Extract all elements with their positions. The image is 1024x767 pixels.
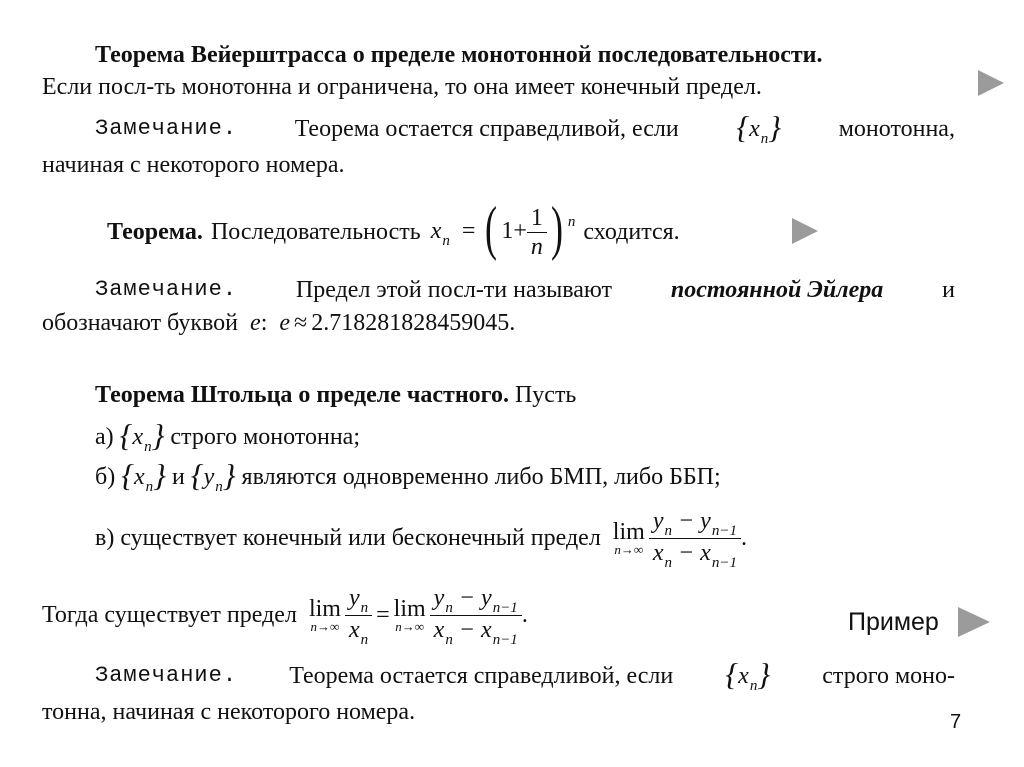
theorem3-conclusion: Тогда существует предел lim n→∞ $\frac{y_n}{x_n}$ = lim n→∞ $\frac{y_n - y_{n-1}}{x_n - x_{n-1}}$ .: [42, 584, 528, 648]
remark1-text-b: монотонна,: [838, 115, 955, 142]
theorem2-label: Теорема.: [107, 219, 203, 245]
theorem3-item-b: б) $\{x_n\}$ и $\{y_n\}$ являются одновременно либо БМП, либо ББП;: [95, 457, 721, 495]
remark2-label: Замечание.: [95, 277, 238, 302]
theorem2-formula: $x_n$ = ( 1+ $\frac{1}{n}$ ) $^n$: [430, 195, 576, 261]
theorem2-arrow-icon[interactable]: [792, 218, 818, 244]
remark3-seq: $\{x_n\}$: [725, 656, 771, 694]
remark3-text-c: тонна, начиная с некоторого номера.: [42, 699, 416, 725]
remark2-text-b: и: [942, 277, 955, 303]
theorem2-text-b: сходится.: [583, 219, 680, 245]
remark2-text-a: Предел этой посл-ти называют: [295, 277, 613, 303]
theorem2-line: [107, 192, 680, 272]
remark3-text-b: строго моно-: [822, 662, 955, 689]
remark1-text-c: начиная с некоторого номера.: [42, 152, 345, 178]
remark2-emph: постоянной Эйлера: [670, 277, 884, 303]
theorem3-item-a: а) $\{x_n\}$ строго монотонна;: [95, 417, 360, 455]
theorem1-text: Если посл-ть монотонна и ограничена, то она имеет конечный предел.: [42, 74, 762, 100]
remark2-line2: обозначают буквой e: e ≈ 2.718281828459045.: [42, 310, 516, 336]
next-arrow-icon[interactable]: [978, 70, 1004, 96]
remark1-line1: [95, 110, 955, 147]
remark1-seq: $\{x_n\}$: [736, 109, 782, 147]
example-arrow-icon[interactable]: [958, 607, 990, 637]
remark3-line1: [95, 657, 955, 694]
euler-constant-value: 2.718281828459045: [311, 310, 510, 336]
remark1-label: Замечание.: [95, 115, 238, 141]
remark2-text-c: обозначают буквой: [42, 310, 239, 336]
remark3-label: Замечание.: [95, 662, 238, 688]
theorem3-title: Теорема Штольца о пределе частного.: [95, 382, 509, 408]
theorem1-title: Теорема Вейерштрасса о пределе монотонной последовательности.: [95, 42, 823, 68]
theorem3-title-after: Пусть: [514, 382, 577, 408]
page-number: 7: [950, 711, 962, 733]
remark3-text-a: Теорема остается справедливой, если: [289, 662, 674, 689]
theorem2-text-a: Последовательность: [210, 219, 421, 245]
remark1-text-a: Теорема остается справедливой, если: [294, 115, 679, 142]
remark2-line1: [95, 275, 955, 305]
theorem3-item-c: в) существует конечный или бесконечный предел lim n→∞ $\frac{y_n - y_{n-1}}{x_n - x_{n-1}}$ .: [95, 507, 747, 571]
example-link[interactable]: Пример: [848, 608, 939, 636]
theorem3-title-line: [95, 380, 576, 410]
